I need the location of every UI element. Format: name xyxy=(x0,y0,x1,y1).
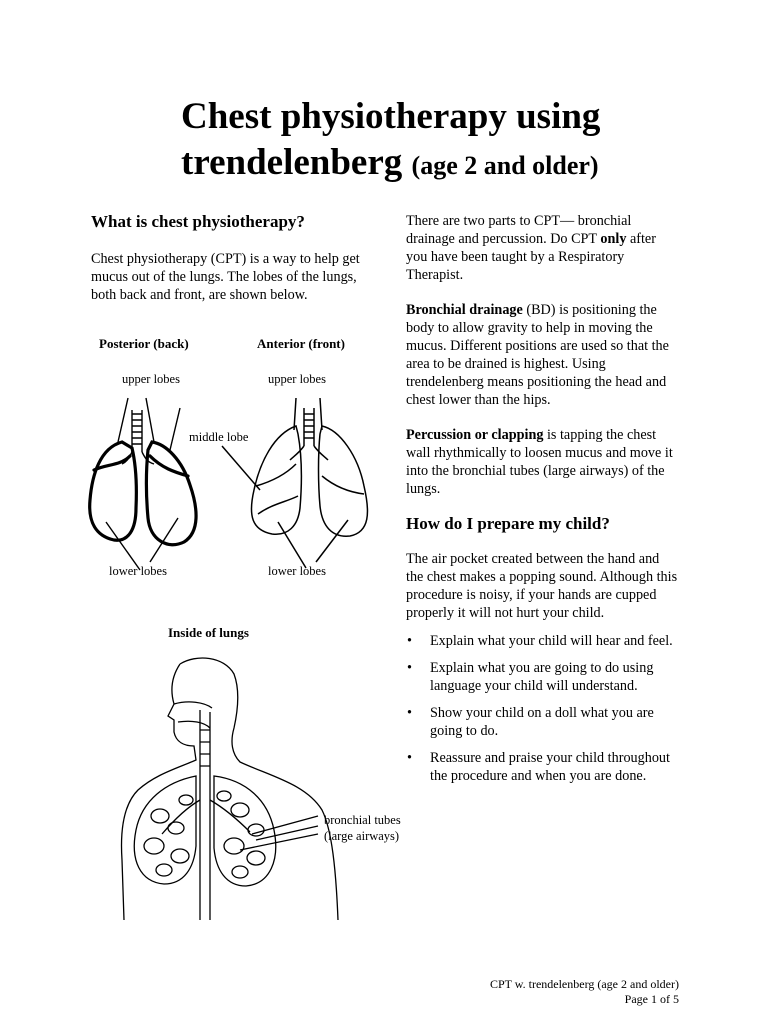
list-item: • Reassure and praise your child throughout the procedure and when you are done. xyxy=(406,749,678,785)
cpt-parts-paragraph xyxy=(406,212,678,284)
bronchial-drainage-term: Bronchial drainage xyxy=(406,302,523,318)
inside-lungs-label: Inside of lungs xyxy=(168,625,249,640)
posterior-label: Posterior (back) xyxy=(99,336,189,351)
title-age: (age 2 and older) xyxy=(411,151,599,180)
preparation-list xyxy=(406,632,678,785)
percussion-term: Percussion or clapping xyxy=(406,427,544,443)
posterior-lungs-illustration xyxy=(70,390,210,575)
page-number: Page 1 of 5 xyxy=(624,992,679,1006)
title-main: Chest physiotherapy using trendelenberg xyxy=(181,96,601,183)
section-heading-what-is-cpt: What is chest physiotherapy? xyxy=(91,212,305,231)
inside-lungs-illustration xyxy=(100,650,360,930)
list-item: • Explain what you are going to do using language your child will understand. xyxy=(406,659,678,695)
large-airways-text: (large airways) xyxy=(324,829,400,843)
page-title xyxy=(181,94,741,189)
cpt-parts-only: only xyxy=(600,231,627,247)
cpt-parts-text-a: There are two parts to CPT— bronchial drainage and percussion. Do CPT xyxy=(406,213,632,247)
upper-lobes-posterior-label: upper lobes xyxy=(122,372,180,386)
popping-sound-paragraph: The air pocket created between the hand and the chest makes a popping sound. Although this procedure is noisy, if your hands are cupped properly it will not hurt your child. xyxy=(406,551,678,621)
anterior-lungs-illustration xyxy=(236,390,386,575)
percussion-paragraph xyxy=(406,426,678,498)
bronchial-tubes-label xyxy=(324,812,401,844)
right-column xyxy=(406,212,678,794)
list-item: • Show your child on a doll what you are going to do. xyxy=(406,704,678,740)
upper-lobes-anterior-label: upper lobes xyxy=(268,372,326,386)
lower-lobes-posterior-label: lower lobes xyxy=(109,564,167,578)
anterior-label: Anterior (front) xyxy=(257,336,345,351)
bronchial-drainage-paragraph xyxy=(406,301,678,409)
section-heading-prepare: How do I prepare my child? xyxy=(406,514,610,533)
bronchial-tubes-text: bronchial tubes xyxy=(324,813,401,827)
footer-title: CPT w. trendelenberg (age 2 and older) xyxy=(489,977,679,991)
intro-paragraph: Chest physiotherapy (CPT) is a way to help get mucus out of the lungs. The lobes of the lungs, both back and front, are shown below. xyxy=(91,251,360,303)
bronchial-drainage-text: (BD) is positioning the body to allow gravity to help in moving the mucus. Different positions are used so that the area to be drained is highest. Using trendelenberg means positioning the head and chest lower than the hips. xyxy=(406,302,669,408)
list-item: • Explain what your child will hear and feel. xyxy=(406,632,678,650)
percussion-text: is tapping the chest wall rhythmically to loosen mucus and move it into the bronchial tubes (large airways) of the lungs. xyxy=(406,427,673,497)
lower-lobes-anterior-label: lower lobes xyxy=(268,564,326,578)
middle-lobe-label: middle lobe xyxy=(189,430,249,444)
cpt-parts-text-b: after you have been taught by a Respiratory Therapist. xyxy=(406,231,656,283)
page-footer xyxy=(490,977,679,1007)
